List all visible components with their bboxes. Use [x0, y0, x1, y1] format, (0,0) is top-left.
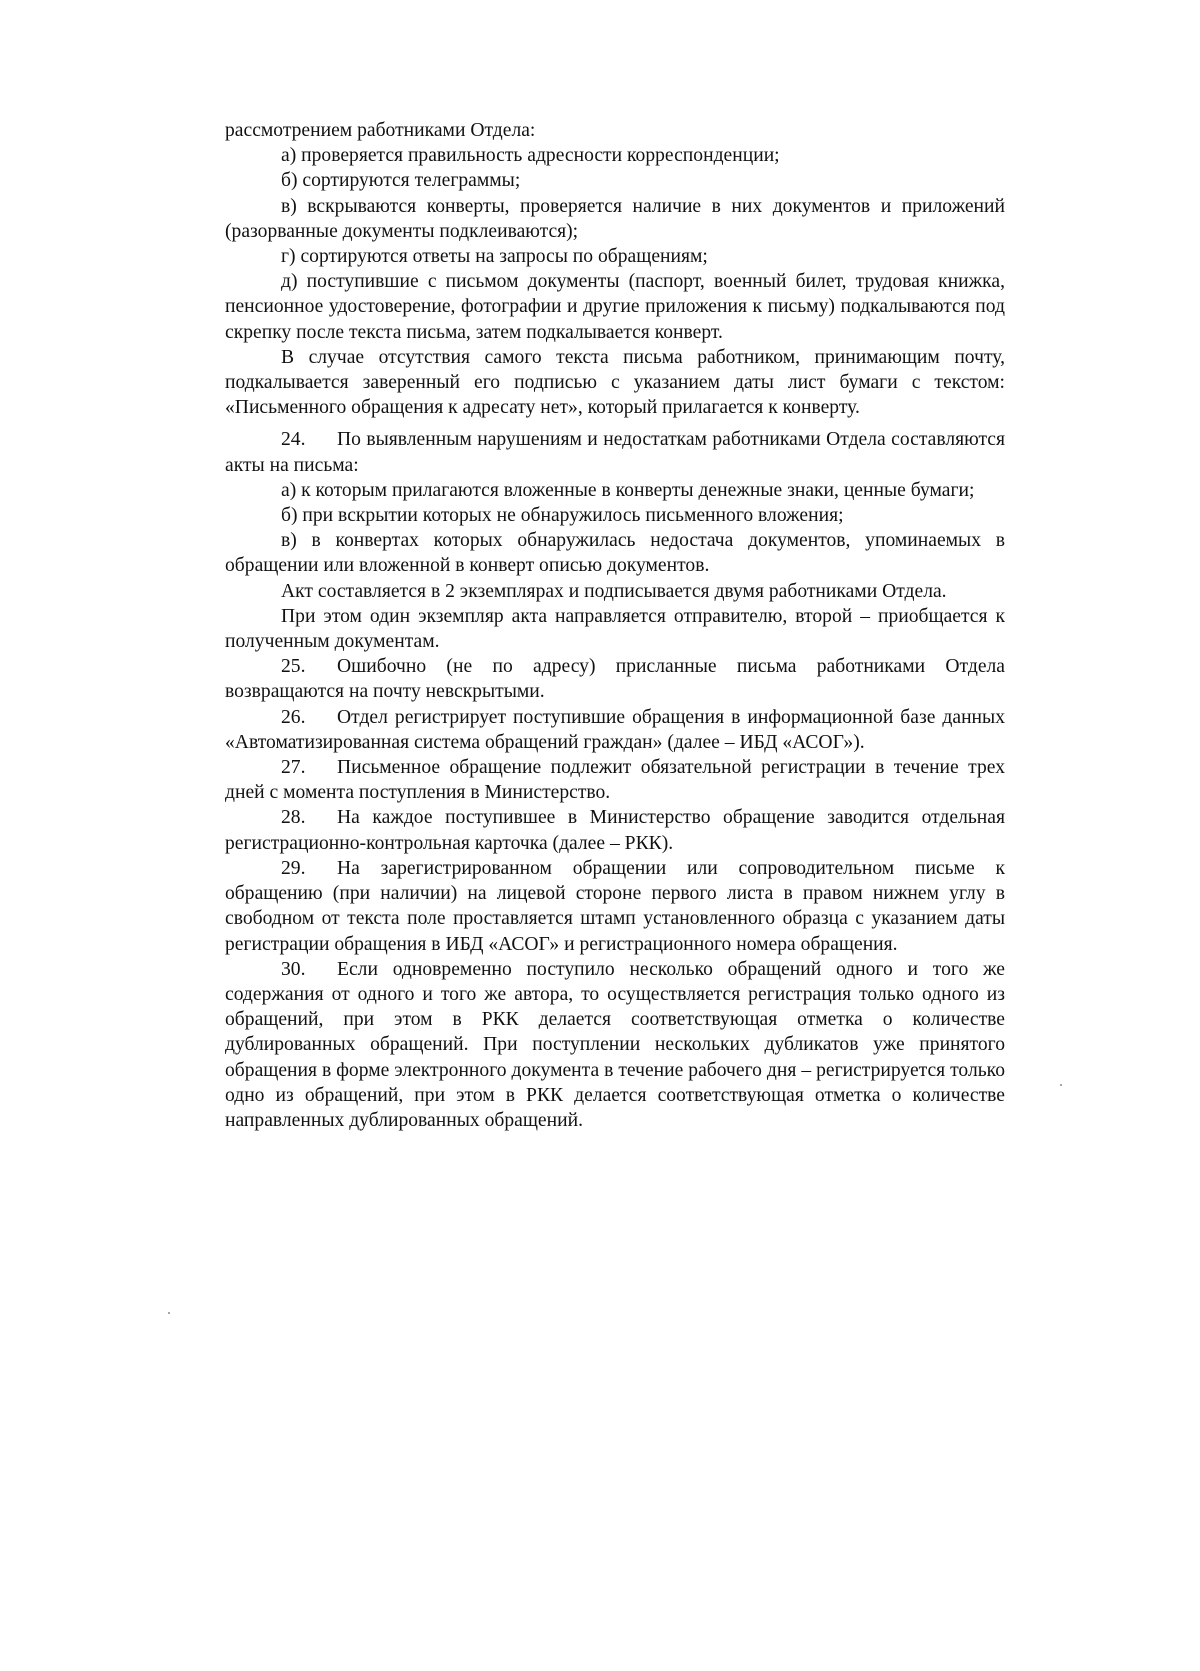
paragraph-act-distribution: При этом один экземпляр акта направляется отправителю, второй – приобщается к полученным документам. [225, 605, 1005, 653]
paragraph-26: 26. Отдел регистрирует поступившие обращения в информационной базе данных «Автоматизированная система обращений граждан» (далее – ИБД «АСОГ»). [225, 706, 1005, 753]
paragraph-item-v: в) вскрываются конверты, проверяется наличие в них документов и приложений (разорванные документы подклеиваются); [225, 195, 1005, 242]
paragraph-24-a: а) к которым прилагаются вложенные в конверты денежные знаки, ценные бумаги; [281, 479, 975, 501]
paragraph-25: 25. Ошибочно (не по адресу) присланные письма работниками Отдела возвращаются на почту невскрытыми. [225, 656, 1005, 703]
paragraph-item-g: г) сортируются ответы на запросы по обращениям; [281, 246, 708, 268]
paragraph-24-v: в) в конвертах которых обнаружилась недостача документов, упоминаемых в обращении или вложенной в конверт описью документов. [225, 530, 1005, 577]
paragraph-number: 29. [281, 857, 306, 879]
paragraph-act-copies: Акт составляется в 2 экземплярах и подписывается двумя работниками Отдела. [281, 580, 947, 602]
paragraph-29: 29. На зарегистрированном обращении или сопроводительном письме к обращению (при наличии) на лицевой стороне первого листа в правом нижнем углу в свободном от текста поле проставляется штамп установленного образца с указанием даты регистрации обращения в ИБД «АСОГ» и регистрационного номера обращения. [225, 857, 1005, 955]
paragraph-intro: рассмотрением работниками Отдела: [225, 120, 536, 141]
scan-speck [168, 1312, 170, 1314]
paragraph-number: 25. [281, 656, 306, 678]
paragraph-number: 26. [281, 706, 306, 728]
paragraph-30: 30. Если одновременно поступило несколько обращений одного и того же содержания от одного и того же автора, то осуществляется регистрация только одного из обращений, при этом в РКК делается соответствующая отметка о количестве дублированных обращений. При поступлении нескольких дубликатов уже принятого обращения в форме электронного документа в течение рабочего дня – регистрируется только одно из обращений, при этом в РКК делается соответствующая отметка о количестве направленных дублированных обращений. [225, 958, 1005, 1131]
paragraph-24-b: б) при вскрытии которых не обнаружилось письменного вложения; [281, 505, 844, 527]
paragraph-missing-text: В случае отсутствия самого текста письма работником, принимающим почту, подкалывается заверенный его подписью с указанием даты лист бумаги с текстом: «Письменного обращения к адресату нет», который прилагается к конверту. [225, 346, 1005, 419]
paragraph-number: 27. [281, 757, 306, 779]
paragraph-item-d: д) поступившие с письмом документы (паспорт, военный билет, трудовая книжка, пенсионное удостоверение, фотографии и другие приложения к письму) подкалываются под скрепку после текста письма, затем подкалывается конверт. [225, 271, 1005, 343]
paragraph-number: 28. [281, 807, 306, 829]
scan-speck [1060, 1084, 1062, 1086]
paragraph-item-b: б) сортируются телеграммы; [281, 170, 521, 192]
paragraph-item-a: а) проверяется правильность адресности корреспонденции; [281, 145, 780, 167]
paragraph-28: 28. На каждое поступившее в Министерство обращение заводится отдельная регистрационно-контрольная карточка (далее – РКК). [225, 807, 1005, 854]
paragraph-number: 30. [281, 958, 306, 980]
paragraph-27: 27. Письменное обращение подлежит обязательной регистрации в течение трех дней с момента поступления в Министерство. [225, 757, 1005, 804]
paragraph-24: 24. По выявленным нарушениям и недостаткам работниками Отдела составляются акты на письма: [225, 429, 1005, 476]
document-body [225, 118, 1005, 1133]
paragraph-number: 24. [281, 429, 306, 451]
